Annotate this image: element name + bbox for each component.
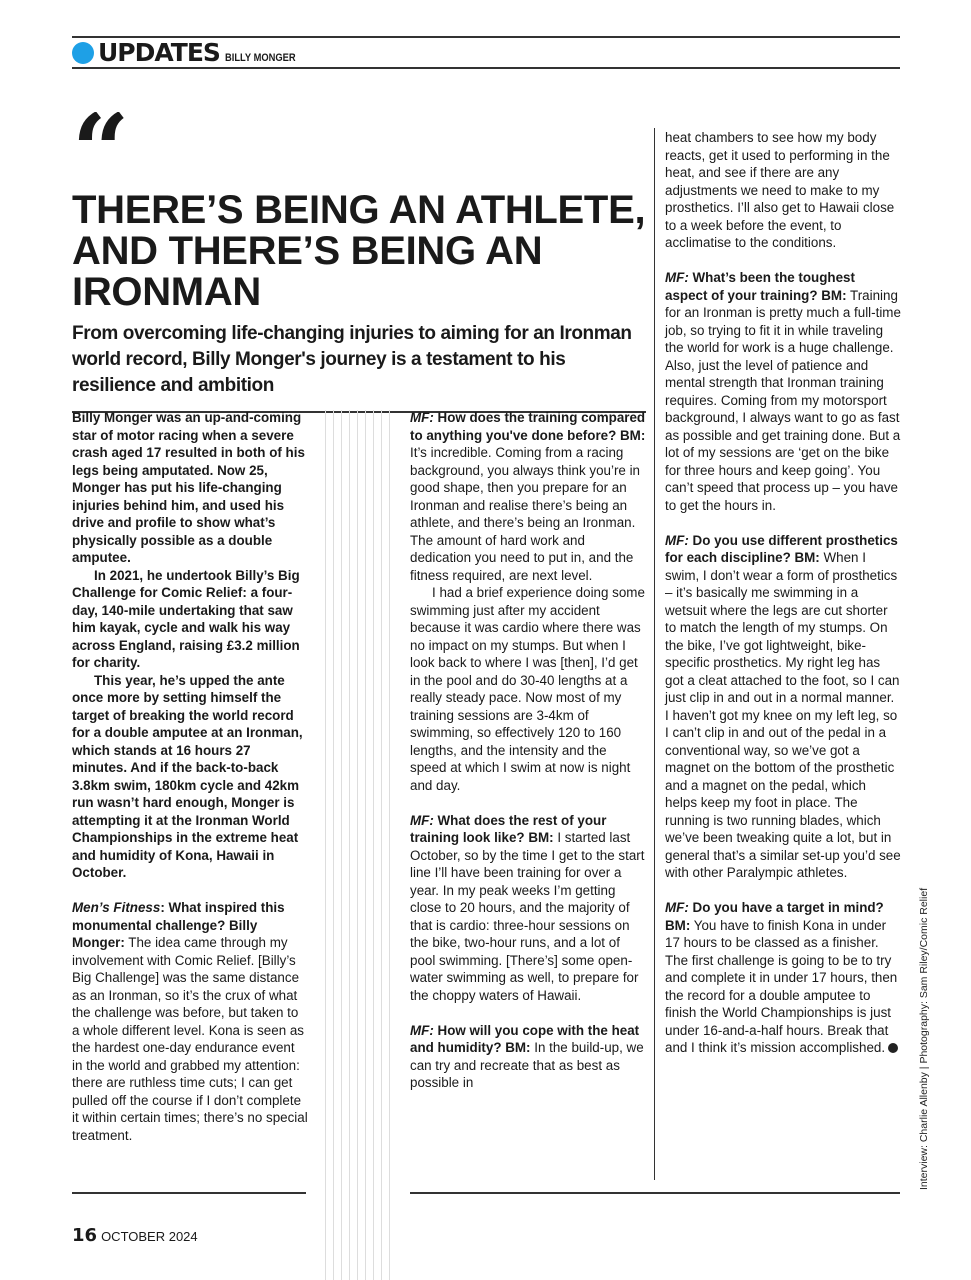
bold-text-run: BM:: [794, 550, 820, 565]
bold-text-run: BM:: [665, 917, 691, 933]
section-title: UPDATES: [98, 38, 220, 67]
bold-text-run: What does the rest of your training look like?: [410, 812, 607, 845]
article-paragraph: [72, 899, 308, 1144]
article-paragraph: [72, 409, 308, 567]
article-paragraph: [665, 269, 901, 514]
article-paragraph: [410, 409, 646, 584]
bold-text-run: MF:: [665, 900, 689, 915]
text-run: You have to finish Kona in under 17 hours to be classed as a finisher. The first challenge is going to be to try and complete it in under 17 hours, then the record for a double amputee to finish the World Championships is just under 16-and-a-half hours. Break that and I think it’s mission accomplished.: [665, 917, 898, 1055]
bold-text-run: Men’s Fitness: [72, 900, 161, 915]
article-paragraph: [410, 584, 646, 794]
bold-text-run: This year, he’s upped the ante once more by setting himself the target of breaking the world record for a double amputee at an Ironman, which stands at 16 hours 27 minutes. And if the back-to-back 3.8km swim, 180km cycle and 42km run wasn’t hard enough, Monger is attempting it at the Ironman World Championships in the extreme heat and humidity of Kona, Hawaii in October.: [72, 672, 303, 880]
article-column-1: [72, 409, 308, 1144]
page-footer: [72, 1225, 198, 1246]
text-run: In the build-up, we can try and recreate that as best as possible in: [410, 1040, 644, 1090]
bold-text-run: MF:: [410, 1022, 434, 1038]
bold-text-run: What’s been the toughest aspect of your training?: [665, 270, 855, 303]
text-run: It’s incredible. Coming from a racing background, you always think you’re in good shape, then you prepare for an Ironman and realise there’s being an athlete, and there’s being an Ironman. The amount of hard work and dedication you need to put in, and the fitness required, are next level.: [410, 445, 641, 583]
article-column-2: [410, 409, 646, 1092]
section-header: [72, 40, 308, 66]
bold-text-run: MF:: [665, 270, 689, 285]
column-2-3-end-rule: [410, 1192, 900, 1194]
article-column-3: [665, 129, 901, 1057]
article-paragraph: [665, 899, 901, 1057]
photo-credit: Interview: Charlie Allenby | Photography: Sam Riley/Comic Relief: [918, 887, 930, 1190]
section-subtitle: BILLY MONGER: [224, 52, 296, 64]
bold-text-run: BM:: [505, 1040, 531, 1055]
article-paragraph: [410, 1022, 646, 1092]
quote-mark-icon: “: [72, 112, 130, 190]
bold-text-run: MF:: [665, 532, 689, 548]
bold-text-run: BM:: [528, 830, 554, 845]
header-bottom-rule: [72, 67, 900, 69]
article-paragraph: [72, 672, 308, 882]
article-intro: [72, 112, 646, 413]
bold-text-run: BM:: [620, 427, 646, 443]
bold-text-run: : What inspired this monumental challenge?: [72, 900, 285, 933]
headline: THERE’S BEING AN ATHLETE, AND THERE’S BEING AN IRONMAN: [72, 188, 646, 314]
text-run: I had a brief experience doing some swimming just after my accident because it was cardio where there was no impact on my stumps. But when I look back to where I was [then], I’d get in the pool and do 30-40 lengths at a really steady pace. Now most of my training sessions are 3-4km of swimming, so effectively 120 to 160 lengths, and the intensity and the speed at which I swim at now is night and day.: [410, 585, 645, 793]
text-run: Training for an Ironman is pretty much a full-time job, so trying to fit it in while traveling the world for work is a huge challenge. Also, just the level of patience and mental strength that Ironman training requires. Coming from my motorsport background, I always want to go as fast as possible and get training done. But a lot of my sessions are ‘get on the bike for three hours and keep going’. You can’t speed that process up – you have to get the hours in.: [665, 287, 901, 513]
decorative-stripes: [325, 410, 395, 1280]
article-paragraph: [665, 532, 901, 882]
column-divider: [654, 128, 655, 1180]
text-run: The idea came through my involvement with Comic Relief. [Billy’s Big Challenge] was the same distance as an Ironman, so it’s the crux of what the challenge was before, but taken to a whole different level. Kona is seen as the hardest one-day endurance event in the world and grabbed my attention: there are ruthless time cuts; I can get pulled off the course if I don’t complete it within certain times; there’s no special treatment.: [72, 935, 308, 1143]
bold-text-run: Billy Monger was an up-and-coming star of motor racing when a severe crash aged 17 resulted in both of his legs being amputated. Now 25, Monger has put his life-changing injuries behind him, and used his drive and profile to show what’s physically possible as a double amputee.: [72, 410, 305, 565]
bold-text-run: Do you use different prosthetics for each discipline?: [665, 532, 898, 565]
text-run: I started last October, so by the time I get to the start line I’ll have been training for over a year. In my peak weeks I’m getting close to 20 hours, and the majority of that is cardio: three-hour sessions on the bike, two-hour runs, and a lot of pool swimming. [There’s] some open-water swimming as well, to prepare for the choppy waters of Hawaii.: [410, 830, 645, 1003]
text-run: heat chambers to see how my body reacts, get it used to performing in the heat, and see if there are any adjustments we need to make to my prosthetics. I’ll also get to Hawaii close to a week before the event, to acclimatise to the conditions.: [665, 130, 895, 250]
standfirst: From overcoming life-changing injuries to aiming for an Ironman world record, Billy Monger's journey is a testament to his resilience and ambition: [72, 323, 632, 396]
bold-text-run: Do you have a target in mind?: [688, 900, 884, 915]
bold-text-run: How will you cope with the heat and humidity?: [410, 1022, 640, 1055]
page-number: 16: [72, 1225, 98, 1246]
bold-text-run: Billy Monger:: [72, 917, 258, 950]
column-1-end-rule: [72, 1192, 306, 1194]
bold-text-run: MF:: [410, 410, 434, 425]
issue-date: OCTOBER 2024: [101, 1229, 198, 1244]
bold-text-run: In 2021, he undertook Billy’s Big Challenge for Comic Relief: a four-day, 140-mile undertaking that saw him kayak, cycle and walk his way across England, raising £3.2 million for charity.: [72, 567, 300, 670]
text-run: When I swim, I don’t wear a form of prosthetics – it’s basically me swimming in a wetsuit where the legs are cut shorter to match the length of my stumps. On the bike, I’ve got lightweight, bike-specific prosthetics. My right leg has got a cleat attached to the foot, so I can just clip in and out in a normal manner. I haven’t got my knee on my left leg, so I can’t clip in and out of the pedal in a conventional way, so we’ve got a magnet on the bottom of the prosthetic and a magnet on the pedal, which helps keep my foot in place. The running is two running blades, which we’ve been tweaking quite a lot, but in general that’s a similar set-up you’d see with other Paralympic athletes.: [665, 550, 901, 880]
end-of-article-icon: [888, 1043, 898, 1053]
article-paragraph: [410, 812, 646, 1005]
bold-text-run: BM:: [821, 287, 847, 303]
section-dot-icon: [72, 42, 94, 64]
bold-text-run: How does the training compared to anything you've done before?: [410, 410, 646, 443]
article-paragraph: [665, 129, 901, 252]
article-paragraph: [72, 567, 308, 672]
bold-text-run: MF:: [410, 812, 434, 828]
